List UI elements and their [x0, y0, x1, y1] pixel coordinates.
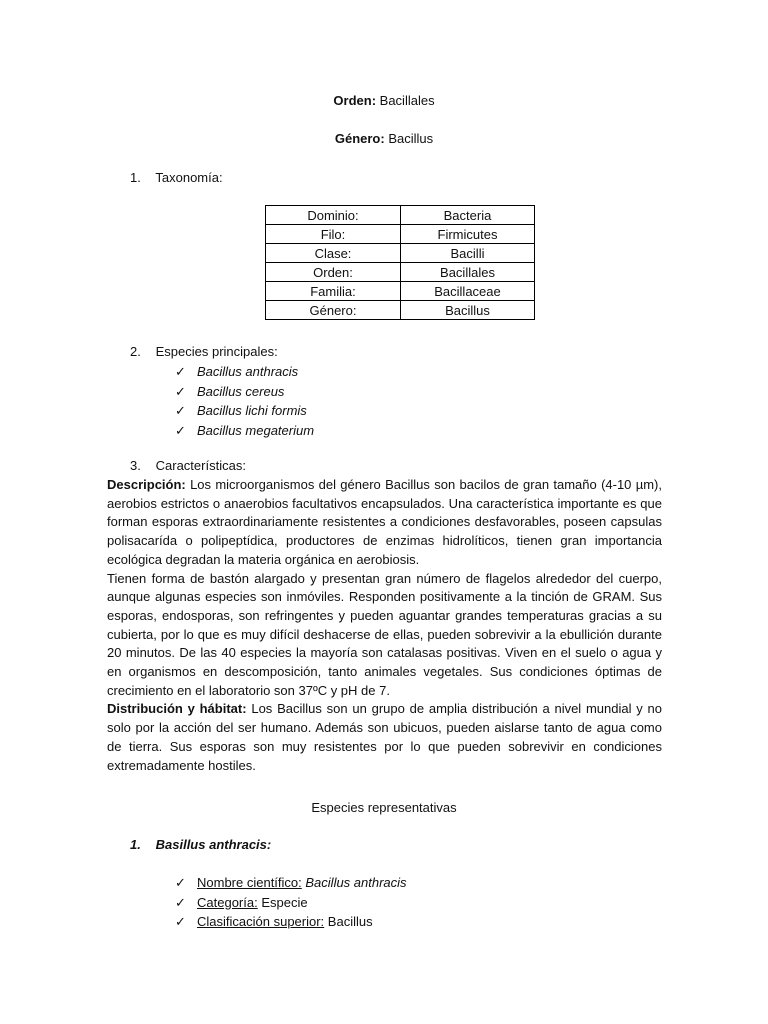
- rank-cell: Filo:: [266, 225, 401, 244]
- description-label: Descripción:: [107, 477, 186, 492]
- value-cell: Bacillales: [401, 263, 535, 282]
- list-item: [175, 401, 314, 421]
- section-number: 1.: [130, 837, 141, 852]
- table-row: [266, 244, 535, 263]
- morphology-paragraph: Tienen forma de bastón alargado y presentan gran número de flagelos alrededor del cuerpo, aunque algunas especies son inmóviles. Responden positivamente a la tinción de GRAM. Sus esporas, endosporas, son refringentes y pueden aguantar grandes temperaturas gracias a su cubierta, por lo que es muy difícil deshacerse de ellas, pueden sobrevivir a la ebullición durante 20 minutos. De las 40 especies la mayoría son catalasas positivas. Viven en el suelo o agua y en organismos en descomposición, tanto animales vegetales. Sus condiciones óptimas de crecimiento en el laboratorio son 37ºC y pH de 7.: [107, 570, 662, 698]
- genero-header: [0, 131, 768, 146]
- section-heading-caracteristicas: [130, 458, 246, 473]
- species-name: Bacillus lichi formis: [197, 403, 307, 418]
- section-title: Especies principales:: [155, 344, 278, 359]
- field-label: Clasificación superior:: [197, 914, 325, 929]
- list-item: [175, 362, 314, 382]
- species-name: Bacillus cereus: [197, 383, 285, 399]
- checkmark-icon: ✓: [175, 364, 186, 379]
- rank-cell: Clase:: [266, 244, 401, 263]
- representative-species-title: Especies representativas: [311, 800, 457, 815]
- rank-cell: Orden:: [266, 263, 401, 282]
- species-name: Bacillus anthracis: [197, 364, 299, 379]
- value-cell: Bacillaceae: [401, 282, 535, 301]
- genero-value: Bacillus: [388, 131, 434, 146]
- table-row: [266, 206, 535, 225]
- rank-cell: Dominio:: [266, 206, 401, 225]
- value-cell: Bacilli: [401, 244, 535, 263]
- list-item: [175, 382, 314, 402]
- description-text: Los microorganismos del género Bacillus son bacilos de gran tamaño (4-10 µm), aerobios estrictos o anaerobios facultativos encapsulados. Una característica importante es que forman esporas extraordinariamente resistentes a condiciones desfavorables, poseen capsulas polisacarída o polipeptídica, productores de enzimas hidrolíticos, tienen gran importancia ecológica degradan la materia orgánica en aerobiosis.: [107, 477, 662, 567]
- orden-value: Bacillales: [379, 93, 435, 108]
- field-label: Nombre científico:: [197, 875, 302, 890]
- value-cell: Firmicutes: [401, 225, 535, 244]
- list-item: [175, 912, 407, 932]
- section-title: Características:: [155, 458, 246, 473]
- distribution-label: Distribución y hábitat:: [107, 701, 247, 717]
- classification-list: [175, 873, 407, 932]
- orden-label: Orden:: [333, 93, 377, 108]
- species-list: [175, 362, 314, 440]
- checkmark-icon: ✓: [175, 914, 186, 929]
- table-row: [266, 301, 535, 320]
- section-heading-taxonomia: [130, 170, 223, 185]
- section-title: Basillus anthracis:: [155, 837, 272, 852]
- field-label: Categoría:: [197, 894, 258, 910]
- orden-header: [0, 93, 768, 108]
- field-value: Bacillus anthracis: [305, 875, 407, 890]
- checkmark-icon: ✓: [175, 403, 186, 418]
- value-cell: Bacillus: [401, 301, 535, 320]
- checkmark-icon: ✓: [175, 422, 186, 438]
- distribution-text: Los Bacillus son un grupo de amplia distribución a nivel mundial y no solo por la acción del ser humano. Además son ubicuos, pueden aislarse tanto de agua como de tierra. Sus esporas son muy resistentes por lo que pueden sobrevivir en condiciones extremadamente hostiles.: [107, 701, 663, 773]
- section-number: 1.: [130, 170, 141, 185]
- section-number: 2.: [130, 344, 141, 359]
- table-row: [266, 225, 535, 244]
- checkmark-icon: ✓: [175, 894, 186, 910]
- list-item: [175, 421, 314, 441]
- rank-cell: Género:: [266, 301, 401, 320]
- checkmark-icon: ✓: [175, 383, 186, 399]
- taxonomy-table: [265, 205, 535, 320]
- list-item: [175, 893, 407, 913]
- rank-cell: Familia:: [266, 282, 401, 301]
- genero-label: Género:: [334, 131, 385, 146]
- section-title: Taxonomía:: [155, 170, 223, 185]
- section-heading-especies: [130, 344, 278, 359]
- species-name: Bacillus megaterium: [197, 422, 315, 438]
- section-number: 3.: [130, 458, 141, 473]
- table-row: [266, 263, 535, 282]
- value-cell: Bacteria: [401, 206, 535, 225]
- field-value: Bacillus: [327, 914, 373, 929]
- list-item: [175, 873, 407, 893]
- distribution-paragraph: [107, 700, 662, 775]
- species-heading-anthracis: [130, 837, 271, 852]
- table-row: [266, 282, 535, 301]
- characteristics-body: [107, 476, 662, 775]
- field-value: Especie: [261, 894, 308, 910]
- description-paragraph: [107, 476, 662, 570]
- checkmark-icon: ✓: [175, 875, 186, 890]
